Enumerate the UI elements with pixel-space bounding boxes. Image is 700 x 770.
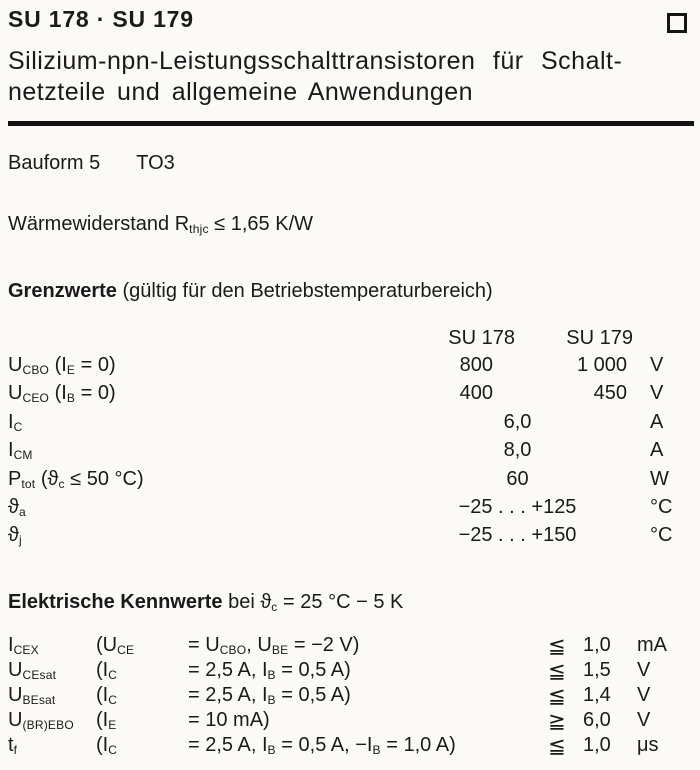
value-shared: 8,0 — [503, 439, 532, 462]
table-row — [0, 468, 700, 496]
value-su179: 450 — [593, 382, 627, 405]
param-label: $U_{CEO}$ $(I_B = 0)$ — [8, 382, 116, 406]
section-divider-rule — [8, 121, 694, 126]
table-row — [0, 684, 700, 709]
unit-label: °C — [650, 495, 673, 518]
unit-label: V — [650, 382, 664, 405]
table-row — [0, 382, 700, 410]
table-row — [0, 354, 700, 382]
param-label: $I_{CM}$ — [8, 439, 33, 463]
table-row — [0, 709, 700, 734]
column-header-su179: SU 179 — [566, 327, 633, 349]
unit-label: V — [637, 684, 651, 706]
unit-label: °C — [650, 524, 673, 547]
limits-table — [0, 327, 700, 553]
value-su178: 400 — [459, 382, 493, 405]
table-row — [0, 524, 700, 552]
electrical-heading-rest: bei $ϑ_c = 25$ °C − 5 K — [222, 591, 404, 614]
condition-open: ($U_{CE}$ — [96, 634, 135, 657]
param-label: $ϑ_a$ — [8, 495, 26, 519]
param-label: $ϑ_j$ — [8, 524, 22, 548]
value: 1,5 — [583, 659, 611, 681]
value: 1,4 — [583, 684, 611, 706]
subtitle-line-1: Silizium-npn-Leistungsschalttransistoren für Schalt- — [8, 47, 623, 75]
condition-rest: = 10 mA) — [188, 709, 270, 731]
relation-symbol: ≦ — [548, 634, 566, 658]
unit-label: V — [637, 659, 651, 681]
table-row — [0, 659, 700, 684]
relation-symbol: ≦ — [548, 659, 566, 683]
condition-open: ($I_C$ — [96, 659, 118, 682]
limits-heading-bold: Grenzwerte — [8, 280, 117, 302]
param-label: $P_{tot}$ ($ϑ_c \le 50$ °C) — [8, 467, 144, 491]
limits-heading-rest: (gültig für den Betriebstemperaturbereich) — [116, 280, 493, 302]
limits-header-row — [0, 327, 700, 354]
unit-label: W — [650, 467, 669, 490]
condition-open: ($I_E$ — [96, 709, 117, 732]
column-header-su178: SU 178 — [448, 327, 515, 349]
unit-label: mA — [637, 634, 667, 656]
condition-rest: = $U_{CBO}$, $U_{BE} = -2$ V) — [188, 634, 360, 657]
table-row — [0, 496, 700, 524]
relation-symbol: ≧ — [548, 709, 566, 733]
unit-label: μs — [637, 734, 659, 756]
unit-label: V — [650, 354, 664, 376]
limits-heading — [8, 280, 493, 303]
package-label: TO3 — [136, 152, 175, 174]
value: 6,0 — [583, 709, 611, 731]
condition-open: ($I_C$ — [96, 684, 118, 707]
table-row — [0, 734, 700, 759]
relation-symbol: ≦ — [548, 684, 566, 708]
table-row — [0, 411, 700, 439]
table-row — [0, 439, 700, 467]
unit-label: A — [650, 410, 664, 433]
page-title: SU 178 · SU 179 — [8, 6, 194, 32]
param-label: $I_C$ — [8, 410, 23, 434]
unit-label: V — [637, 709, 651, 731]
value-su178: 800 — [459, 354, 493, 376]
corner-square-mark-icon — [667, 13, 687, 33]
electrical-table — [0, 634, 700, 759]
condition-open: ($I_C$ — [96, 734, 118, 757]
param-symbol: $I_{CEX}$ — [8, 634, 39, 657]
param-symbol: $t_f$ — [8, 734, 18, 757]
value-shared: 6,0 — [503, 410, 532, 433]
condition-rest: = 2,5 A, $I_B = 0,5$ A) — [188, 684, 351, 707]
value-shared: −25 . . . +125 — [458, 495, 577, 518]
electrical-heading-bold: Elektrische Kennwerte — [8, 591, 223, 613]
value-shared: 60 — [506, 467, 529, 490]
relation-symbol: ≦ — [548, 734, 566, 758]
condition-rest: = 2,5 A, $I_B = 0,5$ A, $-I_B = 1,0$ A) — [188, 734, 456, 757]
subtitle-line-2: netzteile und allgemeine Anwendungen — [8, 78, 474, 106]
param-label: $U_{CBO}$ $(I_E = 0)$ — [8, 354, 116, 377]
bauform-line — [8, 152, 175, 175]
param-symbol: $U_{BEsat}$ — [8, 684, 56, 707]
table-row — [0, 634, 700, 659]
value-shared: −25 . . . +150 — [458, 524, 577, 547]
bauform-label: Bauform 5 — [8, 152, 101, 174]
electrical-heading — [8, 591, 403, 614]
thermal-resistance-line: Wärmewiderstand $R_{thjc} \le 1,65$ K/W — [8, 213, 314, 236]
value-su179: 1 000 — [576, 354, 627, 376]
value: 1,0 — [583, 634, 611, 656]
param-symbol: $U_{CEsat}$ — [8, 659, 57, 682]
value: 1,0 — [583, 734, 611, 756]
param-symbol: $U_{(BR)EBO}$ — [8, 709, 74, 732]
condition-rest: = 2,5 A, $I_B = 0,5$ A) — [188, 659, 351, 682]
unit-label: A — [650, 439, 664, 462]
